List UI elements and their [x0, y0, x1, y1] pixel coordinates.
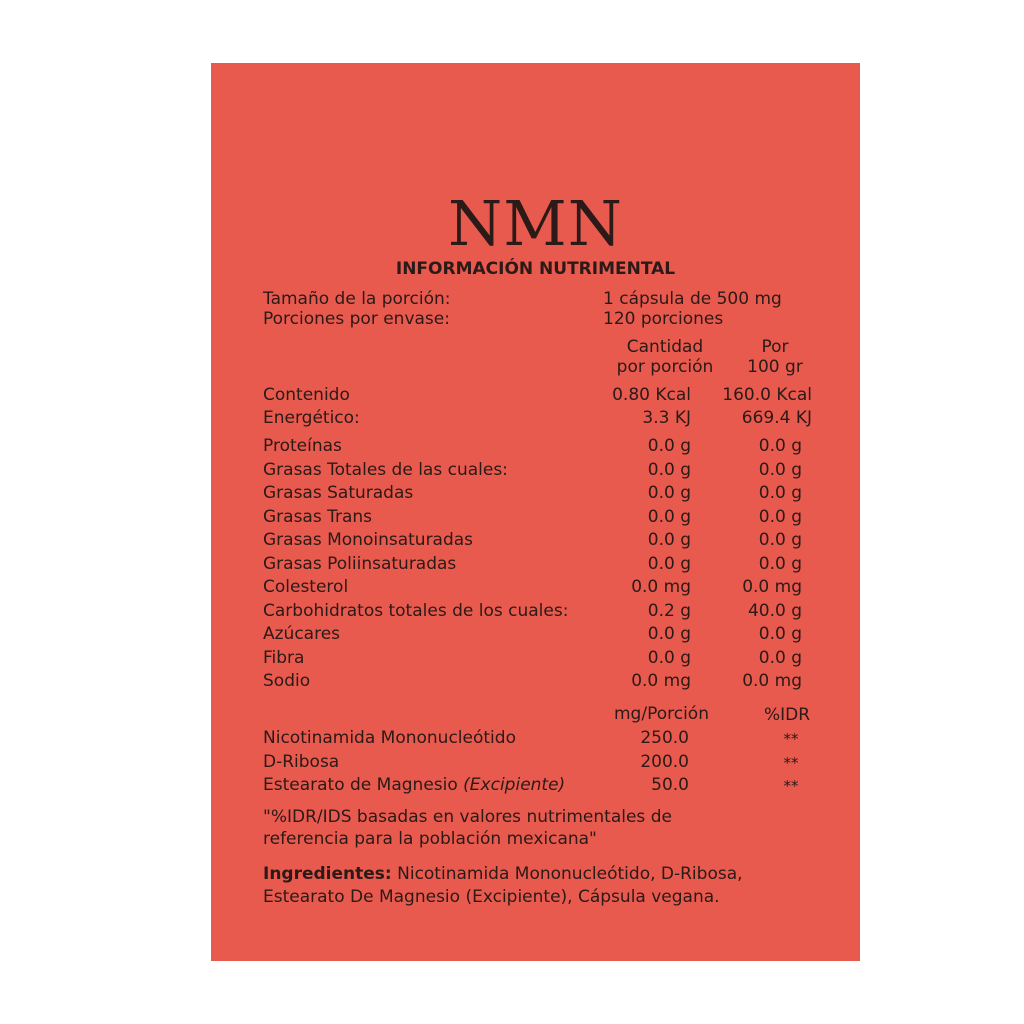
nutrient-per-100g: 0.0 g	[758, 460, 802, 480]
active-ingredient-name	[263, 728, 516, 748]
header-mg-portion: mg/Porción	[614, 704, 709, 724]
ingredients-label: Ingredientes:	[263, 864, 392, 884]
footnote-line2: referencia para la población mexicana"	[263, 829, 597, 849]
product-title: NMN	[448, 187, 623, 260]
nutrient-per-100g: 0.0 g	[758, 554, 802, 574]
energy-kj-serving: 3.3 KJ	[642, 408, 691, 428]
active-ingredient-mg: 250.0	[640, 728, 689, 748]
active-ingredient-idr: **	[783, 777, 799, 795]
active-ingredient-idr: **	[783, 730, 799, 748]
active-ingredient-name-text: Estearato de Magnesio	[263, 775, 458, 795]
active-ingredient-idr: **	[783, 754, 799, 772]
nutrient-per-100g: 0.0 mg	[742, 577, 802, 597]
active-ingredient-name-text: D-Ribosa	[263, 752, 340, 772]
nutrient-per-100g: 0.0 g	[758, 436, 802, 456]
nutrient-name: Colesterol	[263, 577, 349, 597]
energy-kcal-serving: 0.80 Kcal	[612, 385, 691, 405]
nutrient-name: Grasas Saturadas	[263, 483, 414, 503]
nutrient-name: Carbohidratos totales de los cuales:	[263, 601, 569, 621]
header-per-100-line1: Por	[761, 337, 789, 357]
nutrient-per-serving: 0.0 g	[647, 507, 691, 527]
energy-label-line2: Energético:	[263, 408, 360, 428]
nutrition-label	[211, 63, 860, 961]
servings-per-container-value: 120 porciones	[603, 309, 724, 329]
nutrient-name: Fibra	[263, 648, 305, 668]
nutrient-per-100g: 0.0 g	[758, 483, 802, 503]
nutrient-name: Grasas Totales de las cuales:	[263, 460, 508, 480]
active-ingredient-mg: 50.0	[651, 775, 689, 795]
nutrient-name: Sodio	[263, 671, 311, 691]
nutrient-per-100g: 0.0 g	[758, 507, 802, 527]
nutrient-name: Grasas Trans	[263, 507, 373, 527]
nutrient-per-serving: 0.0 mg	[631, 671, 691, 691]
nutrient-per-100g: 0.0 g	[758, 530, 802, 550]
nutrient-per-serving: 0.0 g	[647, 624, 691, 644]
header-idr: %IDR	[763, 705, 811, 725]
serving-size-label: Tamaño de la porción:	[263, 289, 451, 309]
active-ingredient-name	[263, 775, 565, 795]
nutrient-name: Grasas Poliinsaturadas	[263, 554, 457, 574]
nutrient-per-serving: 0.0 g	[647, 460, 691, 480]
energy-label-line1: Contenido	[263, 385, 350, 405]
nutrient-per-serving: 0.2 g	[647, 601, 691, 621]
nutrient-per-serving: 0.0 g	[647, 648, 691, 668]
active-ingredient-name-text: Nicotinamida Mononucleótido	[263, 728, 516, 748]
nutrient-name: Grasas Monoinsaturadas	[263, 530, 474, 550]
nutrient-per-serving: 0.0 mg	[631, 577, 691, 597]
section-title: INFORMACIÓN NUTRIMENTAL	[395, 259, 676, 279]
nutrient-name: Azúcares	[263, 624, 341, 644]
ingredients-text-line1: Nicotinamida Mononucleótido, D-Ribosa,	[391, 864, 743, 884]
footnote-line1: "%IDR/IDS basadas en valores nutrimentales de	[263, 807, 672, 827]
energy-kj-100: 669.4 KJ	[741, 408, 812, 428]
ingredients-line1	[263, 863, 743, 885]
nutrient-per-100g: 0.0 g	[758, 648, 802, 668]
nutrient-per-serving: 0.0 g	[647, 530, 691, 550]
active-ingredient-mg: 200.0	[640, 752, 689, 772]
nutrient-per-100g: 40.0 g	[747, 601, 802, 621]
nutrient-per-100g: 0.0 g	[758, 624, 802, 644]
nutrient-per-serving: 0.0 g	[647, 436, 691, 456]
energy-kcal-100: 160.0 Kcal	[722, 385, 812, 405]
header-per-serving-line2: por porción	[616, 357, 714, 377]
active-ingredient-name	[263, 752, 339, 772]
serving-size-value: 1 cápsula de 500 mg	[603, 289, 782, 309]
nutrient-per-serving: 0.0 g	[647, 554, 691, 574]
header-per-100-line2: 100 gr	[747, 357, 803, 377]
ingredients-line2: Estearato De Magnesio (Excipiente), Cápsula vegana.	[263, 887, 720, 907]
nutrient-per-serving: 0.0 g	[647, 483, 691, 503]
header-per-serving-line1: Cantidad	[626, 337, 704, 357]
nutrient-name: Proteínas	[263, 436, 342, 456]
servings-per-container-label: Porciones por envase:	[263, 309, 450, 329]
active-ingredient-note: (Excipiente)	[463, 775, 566, 795]
nutrient-per-100g: 0.0 mg	[742, 671, 802, 691]
